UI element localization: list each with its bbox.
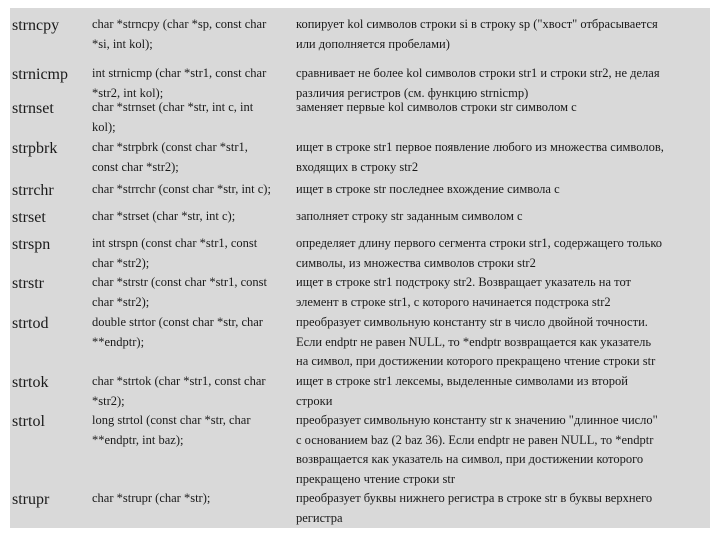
function-signature: char *strncpy (char *sp, const char *si, int kol); bbox=[92, 17, 267, 51]
function-signature: char *strrchr (const char *str, int c); bbox=[92, 182, 271, 196]
function-description: заменяет первые kol символов строки str символом c bbox=[296, 100, 577, 114]
function-signature: char *strnset (char *str, int c, int kol); bbox=[92, 100, 254, 134]
function-name: strnicmp bbox=[12, 66, 68, 83]
function-signature: char *strtok (char *str1, const char *str2); bbox=[92, 374, 266, 408]
function-name: strupr bbox=[12, 491, 50, 508]
function-description: преобразует символьную константу str к значению "длинное число" с основанием baz (2 baz 36). Если endptr не равен NULL, то *endptr возвращается как указатель на символ, при достижении которого прекращено чтение строки str bbox=[296, 413, 658, 486]
function-description: заполняет строку str заданным символом c bbox=[296, 209, 523, 223]
function-signature: int strnicmp (char *str1, const char *str2, int kol); bbox=[92, 66, 267, 100]
function-signature: long strtol (const char *str, char **endptr, int baz); bbox=[92, 413, 251, 447]
function-name: strncpy bbox=[12, 17, 60, 34]
function-signature: char *strupr (char *str); bbox=[92, 491, 211, 505]
function-description: определяет длину первого сегмента строки str1, содержащего только символы, из множества символов строки str2 bbox=[296, 236, 663, 270]
function-description: преобразует символьную константу str в число двойной точности. Если endptr не равен NULL, то *endptr возвращается как указатель на символ, при достижении которого прекращено чтение строки str bbox=[296, 315, 656, 369]
function-name: strrchr bbox=[12, 182, 54, 199]
function-description: преобразует буквы нижнего регистра в строке str в буквы верхнего регистра bbox=[296, 491, 653, 525]
function-name: strtod bbox=[12, 315, 49, 332]
function-description: ищет в строке str1 подстроку str2. Возвращает указатель на тот элемент в строке str1, с которого начинается подстрока str2 bbox=[296, 275, 631, 309]
function-signature: char *strstr (const char *str1, const char *str2); bbox=[92, 275, 267, 309]
function-name: strtok bbox=[12, 374, 49, 391]
function-description: ищет в строке str1 лексемы, выделенные символами из второй строки bbox=[296, 374, 628, 408]
function-name: strtol bbox=[12, 413, 45, 430]
function-signature: char *strset (char *str, int c); bbox=[92, 209, 236, 223]
function-description: ищет в строке str последнее вхождение символа с bbox=[296, 182, 560, 196]
function-description: сравнивает не более kol символов строки str1 и строки str2, не делая различия регистров (см. функцию strnicmp) bbox=[296, 66, 660, 100]
function-name: strset bbox=[12, 209, 46, 226]
function-description: ищет в строке str1 первое появление любого из множества символов, входящих в строку str2 bbox=[296, 140, 664, 174]
function-name: strpbrk bbox=[12, 140, 58, 157]
function-signature: double strtor (const char *str, char **endptr); bbox=[92, 315, 263, 349]
function-reference-table bbox=[10, 8, 710, 528]
function-signature: char *strpbrk (const char *str1, const char *str2); bbox=[92, 140, 248, 174]
function-name: strstr bbox=[12, 275, 44, 292]
function-description: копирует kol символов строки si в строку sp ("хвост" отбрасывается или дополняется пробелами) bbox=[296, 17, 658, 51]
function-name: strspn bbox=[12, 236, 51, 253]
function-signature: int strspn (const char *str1, const char *str2); bbox=[92, 236, 258, 270]
function-name: strnset bbox=[12, 100, 54, 117]
